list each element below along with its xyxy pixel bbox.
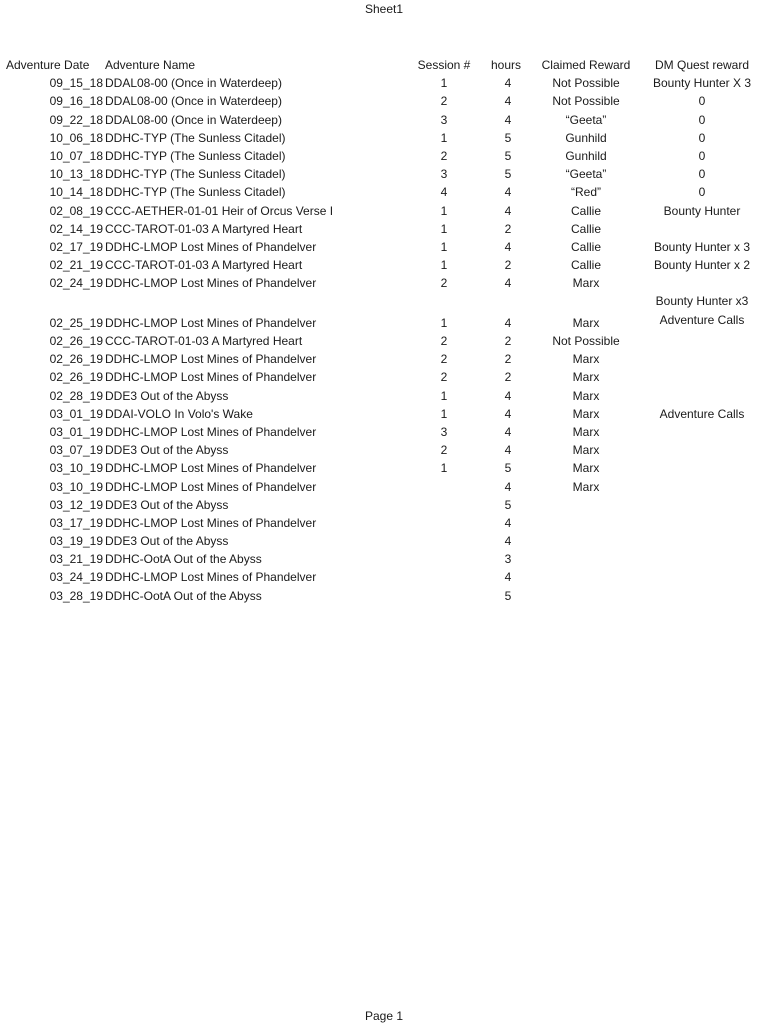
- cell-claimed-reward: Not Possible: [552, 94, 620, 109]
- cell-session-number: 1: [440, 203, 448, 218]
- cell-dm-quest-reward: [643, 292, 761, 328]
- cell-session-number: 1: [440, 461, 448, 476]
- cell-claimed-reward: Callie: [570, 258, 601, 273]
- table-row: [0, 202, 768, 220]
- cell-adventure-date: 03_19_19: [49, 534, 103, 549]
- dm-reward-line: Adventure Calls: [659, 406, 745, 421]
- cell-claimed-reward: Marx: [572, 276, 600, 291]
- cell-claimed-reward: Gunhild: [565, 130, 607, 145]
- cell-claimed-reward: “Geeta”: [565, 167, 607, 182]
- table-row: [0, 147, 768, 165]
- table-row: [0, 238, 768, 256]
- header-session-number: Session #: [417, 58, 471, 72]
- cell-dm-quest-reward: [643, 111, 761, 129]
- cell-adventure-name: DDE3 Out of the Abyss: [105, 534, 229, 549]
- cell-hours: 4: [504, 424, 512, 439]
- dm-reward-line: Bounty Hunter X 3: [652, 76, 752, 91]
- cell-adventure-date: 02_28_19: [49, 388, 103, 403]
- cell-session-number: 1: [440, 258, 448, 273]
- cell-adventure-name: DDHC-LMOP Lost Mines of Phandelver: [105, 370, 317, 385]
- cell-dm-quest-reward: [643, 238, 761, 256]
- cell-adventure-date: 02_17_19: [49, 239, 103, 254]
- table-row: [0, 587, 768, 605]
- cell-claimed-reward: Marx: [572, 479, 600, 494]
- table-row: [0, 129, 768, 147]
- table-row: [0, 332, 768, 350]
- cell-claimed-reward: Not Possible: [552, 334, 620, 349]
- table-header-row: [0, 56, 768, 74]
- cell-hours: 3: [504, 552, 512, 567]
- table-row: [0, 92, 768, 110]
- cell-dm-quest-reward: [643, 165, 761, 183]
- cell-hours: 4: [504, 388, 512, 403]
- cell-adventure-date: 03_12_19: [49, 497, 103, 512]
- cell-adventure-date: 03_01_19: [49, 424, 103, 439]
- cell-claimed-reward: Callie: [570, 203, 601, 218]
- table-row: [0, 496, 768, 514]
- cell-session-number: 2: [440, 276, 448, 291]
- dm-reward-line: Bounty Hunter x 2: [653, 258, 751, 273]
- cell-adventure-name: CCC-TAROT-01-03 A Martyred Heart: [105, 334, 303, 349]
- cell-claimed-reward: Marx: [572, 388, 600, 403]
- dm-reward-line: Adventure Calls: [659, 312, 745, 327]
- table-row: [0, 165, 768, 183]
- cell-claimed-reward: “Red”: [570, 185, 601, 200]
- cell-adventure-date: 02_25_19: [49, 315, 103, 330]
- cell-adventure-date: 02_26_19: [49, 352, 103, 367]
- cell-adventure-date: 10_07_18: [49, 148, 103, 163]
- cell-session-number: 3: [440, 424, 448, 439]
- cell-adventure-date: 03_24_19: [49, 570, 103, 585]
- cell-hours: 4: [504, 534, 512, 549]
- cell-adventure-date: 03_01_19: [49, 406, 103, 421]
- cell-session-number: 1: [440, 130, 448, 145]
- cell-hours: 4: [504, 479, 512, 494]
- cell-claimed-reward: Marx: [572, 406, 600, 421]
- cell-adventure-name: CCC-TAROT-01-03 A Martyred Heart: [105, 221, 303, 236]
- cell-hours: 5: [504, 588, 512, 603]
- table-row: [0, 423, 768, 441]
- cell-hours: 2: [504, 352, 512, 367]
- cell-session-number: 2: [440, 334, 448, 349]
- cell-adventure-name: DDHC-LMOP Lost Mines of Phandelver: [105, 239, 317, 254]
- header-dm-quest-reward: DM Quest reward: [654, 58, 750, 72]
- cell-adventure-name: DDE3 Out of the Abyss: [105, 443, 229, 458]
- cell-adventure-name: DDAL08-00 (Once in Waterdeep): [105, 112, 282, 127]
- cell-claimed-reward: Marx: [572, 461, 600, 476]
- cell-adventure-date: 02_14_19: [49, 221, 103, 236]
- cell-hours: 4: [504, 276, 512, 291]
- cell-hours: 5: [504, 497, 512, 512]
- cell-session-number: 1: [440, 221, 448, 236]
- cell-session-number: 1: [440, 239, 448, 254]
- cell-adventure-name: DDAL08-00 (Once in Waterdeep): [105, 76, 282, 91]
- cell-claimed-reward: Not Possible: [552, 76, 620, 91]
- page-footer: Page 1: [364, 1009, 404, 1023]
- cell-adventure-date: 03_21_19: [49, 552, 103, 567]
- cell-dm-quest-reward: [643, 129, 761, 147]
- cell-dm-quest-reward: [643, 405, 761, 423]
- cell-adventure-name: DDHC-TYP (The Sunless Citadel): [105, 148, 286, 163]
- table-row: [0, 550, 768, 568]
- cell-adventure-name: CCC-TAROT-01-03 A Martyred Heart: [105, 258, 303, 273]
- cell-adventure-date: 02_26_19: [49, 370, 103, 385]
- table-row: [0, 183, 768, 201]
- cell-adventure-name: DDHC-LMOP Lost Mines of Phandelver: [105, 461, 317, 476]
- table-row: [0, 514, 768, 532]
- cell-adventure-date: 03_28_19: [49, 588, 103, 603]
- cell-adventure-name: DDHC-LMOP Lost Mines of Phandelver: [105, 515, 317, 530]
- cell-adventure-name: DDHC-LMOP Lost Mines of Phandelver: [105, 570, 317, 585]
- cell-hours: 4: [504, 406, 512, 421]
- cell-hours: 5: [504, 148, 512, 163]
- cell-session-number: 1: [440, 76, 448, 91]
- dm-reward-line: Bounty Hunter x3: [655, 294, 749, 309]
- cell-adventure-name: DDHC-OotA Out of the Abyss: [105, 552, 262, 567]
- cell-adventure-date: 10_13_18: [49, 167, 103, 182]
- cell-hours: 5: [504, 167, 512, 182]
- cell-hours: 2: [504, 370, 512, 385]
- cell-dm-quest-reward: [643, 202, 761, 220]
- cell-claimed-reward: Marx: [572, 370, 600, 385]
- cell-dm-quest-reward: [643, 147, 761, 165]
- cell-hours: 2: [504, 258, 512, 273]
- cell-session-number: 2: [440, 94, 448, 109]
- cell-adventure-date: 10_14_18: [49, 185, 103, 200]
- cell-hours: 4: [504, 315, 512, 330]
- table-row: [0, 405, 768, 423]
- cell-hours: 4: [504, 185, 512, 200]
- cell-adventure-name: DDE3 Out of the Abyss: [105, 388, 229, 403]
- cell-adventure-date: 03_17_19: [49, 515, 103, 530]
- table-row: [0, 441, 768, 459]
- cell-dm-quest-reward: [643, 256, 761, 274]
- cell-session-number: 1: [440, 315, 448, 330]
- cell-hours: 4: [504, 570, 512, 585]
- cell-adventure-name: DDAI-VOLO In Volo's Wake: [105, 406, 253, 421]
- table-row: [0, 220, 768, 238]
- dm-reward-line: 0: [698, 148, 706, 163]
- table-row: [0, 111, 768, 129]
- cell-session-number: 2: [440, 148, 448, 163]
- table-row: [0, 292, 768, 332]
- dm-reward-line: Bounty Hunter: [663, 203, 741, 218]
- cell-hours: 4: [504, 76, 512, 91]
- cell-adventure-date: 02_21_19: [49, 258, 103, 273]
- dm-reward-line: 0: [698, 167, 706, 182]
- cell-claimed-reward: Marx: [572, 315, 600, 330]
- cell-adventure-name: DDHC-LMOP Lost Mines of Phandelver: [105, 315, 317, 330]
- cell-session-number: 1: [440, 406, 448, 421]
- table-row: [0, 74, 768, 92]
- table-row: [0, 274, 768, 292]
- cell-adventure-name: DDHC-LMOP Lost Mines of Phandelver: [105, 424, 317, 439]
- cell-session-number: 2: [440, 352, 448, 367]
- cell-dm-quest-reward: [643, 74, 761, 92]
- cell-adventure-date: 02_08_19: [49, 203, 103, 218]
- cell-adventure-name: DDHC-OotA Out of the Abyss: [105, 588, 262, 603]
- cell-adventure-name: DDE3 Out of the Abyss: [105, 497, 229, 512]
- table-row: [0, 368, 768, 386]
- cell-adventure-date: 03_10_19: [49, 479, 103, 494]
- cell-session-number: 2: [440, 370, 448, 385]
- cell-session-number: 4: [440, 185, 448, 200]
- cell-hours: 4: [504, 112, 512, 127]
- cell-adventure-date: 02_24_19: [49, 276, 103, 291]
- cell-session-number: 3: [440, 167, 448, 182]
- cell-session-number: 2: [440, 443, 448, 458]
- cell-claimed-reward: Marx: [572, 352, 600, 367]
- table-row: [0, 459, 768, 477]
- cell-adventure-date: 03_07_19: [49, 443, 103, 458]
- dm-reward-line: 0: [698, 94, 706, 109]
- header-adventure-date: Adventure Date: [6, 58, 90, 72]
- cell-hours: 2: [504, 221, 512, 236]
- adventure-log-table: [0, 56, 768, 605]
- cell-adventure-name: DDHC-LMOP Lost Mines of Phandelver: [105, 352, 317, 367]
- cell-dm-quest-reward: [643, 183, 761, 201]
- header-adventure-name: Adventure Name: [105, 58, 196, 72]
- cell-adventure-date: 10_06_18: [49, 130, 103, 145]
- cell-adventure-name: DDHC-TYP (The Sunless Citadel): [105, 130, 286, 145]
- cell-claimed-reward: Marx: [572, 424, 600, 439]
- cell-hours: 4: [504, 94, 512, 109]
- table-row: [0, 256, 768, 274]
- cell-adventure-name: CCC-AETHER-01-01 Heir of Orcus Verse I: [105, 203, 334, 218]
- cell-claimed-reward: Marx: [572, 443, 600, 458]
- cell-hours: 4: [504, 515, 512, 530]
- cell-adventure-name: DDHC-TYP (The Sunless Citadel): [105, 167, 286, 182]
- cell-hours: 4: [504, 203, 512, 218]
- table-body: [0, 74, 768, 605]
- cell-claimed-reward: Gunhild: [565, 148, 607, 163]
- cell-adventure-date: 09_22_18: [49, 112, 103, 127]
- dm-reward-line: 0: [698, 185, 706, 200]
- table-row: [0, 532, 768, 550]
- cell-hours: 5: [504, 130, 512, 145]
- cell-claimed-reward: Callie: [570, 239, 601, 254]
- cell-adventure-name: DDHC-LMOP Lost Mines of Phandelver: [105, 479, 317, 494]
- cell-claimed-reward: Callie: [570, 221, 601, 236]
- table-row: [0, 350, 768, 368]
- cell-session-number: 1: [440, 388, 448, 403]
- cell-adventure-date: 09_16_18: [49, 94, 103, 109]
- table-row: [0, 568, 768, 586]
- dm-reward-line: 0: [698, 112, 706, 127]
- cell-claimed-reward: “Geeta”: [565, 112, 607, 127]
- cell-adventure-date: 09_15_18: [49, 76, 103, 91]
- dm-reward-line: Bounty Hunter x 3: [653, 239, 751, 254]
- header-hours: hours: [490, 58, 522, 72]
- cell-session-number: 3: [440, 112, 448, 127]
- cell-hours: 5: [504, 461, 512, 476]
- cell-hours: 4: [504, 239, 512, 254]
- cell-dm-quest-reward: [643, 92, 761, 110]
- header-claimed-reward: Claimed Reward: [541, 58, 631, 72]
- cell-adventure-name: DDHC-LMOP Lost Mines of Phandelver: [105, 276, 317, 291]
- sheet-title: Sheet1: [364, 2, 404, 16]
- cell-adventure-name: DDAL08-00 (Once in Waterdeep): [105, 94, 282, 109]
- table-row: [0, 478, 768, 496]
- dm-reward-line: 0: [698, 130, 706, 145]
- cell-hours: 2: [504, 334, 512, 349]
- table-row: [0, 387, 768, 405]
- cell-adventure-date: 03_10_19: [49, 461, 103, 476]
- cell-adventure-name: DDHC-TYP (The Sunless Citadel): [105, 185, 286, 200]
- cell-hours: 4: [504, 443, 512, 458]
- cell-adventure-date: 02_26_19: [49, 334, 103, 349]
